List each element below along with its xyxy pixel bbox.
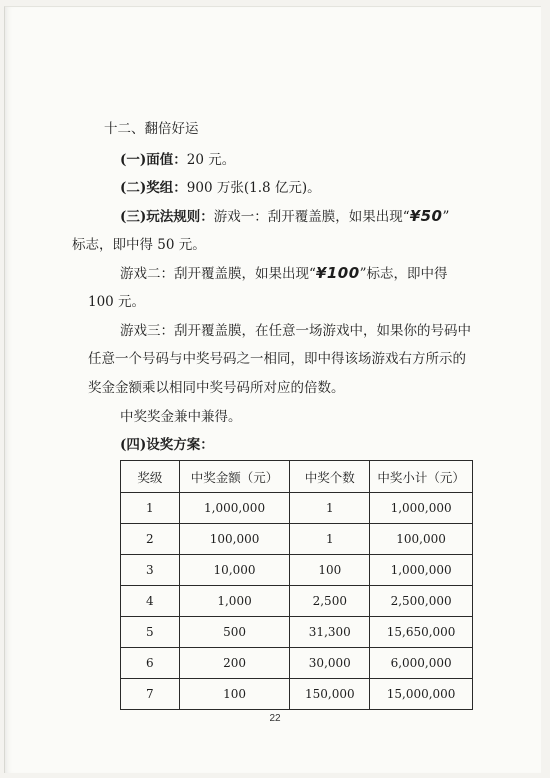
game3-line-1: 游戏三：刮开覆盖膜，在任意一场游戏中，如果你的号码中	[120, 323, 471, 339]
prize-group-line	[120, 179, 321, 197]
game1-close-quote: ”	[442, 209, 450, 225]
cell-subtotal: 100,000	[370, 524, 473, 555]
cell-level: 7	[121, 679, 180, 710]
cell-amount: 200	[179, 648, 290, 679]
cell-count: 31,300	[290, 617, 370, 648]
cell-level: 5	[121, 617, 180, 648]
face-value-line	[120, 151, 235, 169]
game3-line-3: 奖金金额乘以相同中奖号码所对应的倍数。	[88, 380, 345, 396]
cell-subtotal: 2,500,000	[370, 586, 473, 617]
header-level: 奖级	[121, 461, 180, 493]
cell-level: 2	[121, 524, 180, 555]
cell-amount: 1,000,000	[179, 493, 290, 524]
table-row	[121, 493, 473, 524]
cell-subtotal: 15,650,000	[370, 617, 473, 648]
table-row	[121, 555, 473, 586]
header-count: 中奖个数	[290, 461, 370, 493]
cell-count: 100	[290, 555, 370, 586]
cell-level: 3	[121, 555, 180, 586]
game2-text-end: ”标志，即中得	[359, 266, 448, 282]
cell-amount: 100	[179, 679, 290, 710]
cell-amount: 10,000	[179, 555, 290, 586]
cell-count: 1	[290, 524, 370, 555]
cell-amount: 1,000	[179, 586, 290, 617]
cell-level: 6	[121, 648, 180, 679]
prize-group-label: (二)奖组：	[120, 180, 187, 196]
section-title: 十二、翻倍好运	[104, 121, 199, 137]
rules-label: (三)玩法规则：	[120, 209, 214, 225]
table-row	[121, 617, 473, 648]
game1-continued: 标志，即中得 50 元。	[72, 237, 206, 253]
cell-count: 150,000	[290, 679, 370, 710]
prize-plan-label: (四)设奖方案：	[120, 437, 214, 453]
game1-line	[120, 207, 449, 226]
table-row	[121, 586, 473, 617]
prize-group-text: 900 万张(1.8 亿元)。	[186, 180, 321, 196]
table-row	[121, 648, 473, 679]
game2-continued: 100 元。	[88, 294, 146, 310]
table-row	[121, 679, 473, 710]
yen-50-mark: ¥50	[409, 207, 443, 225]
cell-subtotal: 15,000,000	[370, 679, 473, 710]
cell-subtotal: 1,000,000	[370, 555, 473, 586]
cell-level: 4	[121, 586, 180, 617]
cell-count: 1	[290, 493, 370, 524]
cell-count: 2,500	[290, 586, 370, 617]
cell-subtotal: 6,000,000	[370, 648, 473, 679]
game1-text: 游戏一：刮开覆盖膜，如果出现“	[213, 209, 410, 225]
face-value-text: 20 元。	[186, 152, 236, 168]
combine-line: 中奖奖金兼中兼得。	[120, 409, 242, 425]
game2-text: 游戏二：刮开覆盖膜，如果出现“	[120, 266, 316, 282]
header-subtotal: 中奖小计（元）	[370, 461, 473, 493]
prize-table	[120, 460, 473, 710]
header-amount: 中奖金额（元）	[179, 461, 290, 493]
cell-level: 1	[121, 493, 180, 524]
face-value-label: (一)面值：	[120, 152, 187, 168]
cell-amount: 100,000	[179, 524, 290, 555]
cell-amount: 500	[179, 617, 290, 648]
page-number: 22	[269, 713, 281, 724]
table-header-row	[121, 461, 473, 493]
table-row	[121, 524, 473, 555]
game3-line-2: 任意一个号码与中奖号码之一相同，即中得该场游戏右方所示的	[88, 351, 466, 367]
game2-line	[120, 264, 448, 283]
yen-100-mark: ¥100	[315, 264, 360, 282]
cell-count: 30,000	[290, 648, 370, 679]
cell-subtotal: 1,000,000	[370, 493, 473, 524]
